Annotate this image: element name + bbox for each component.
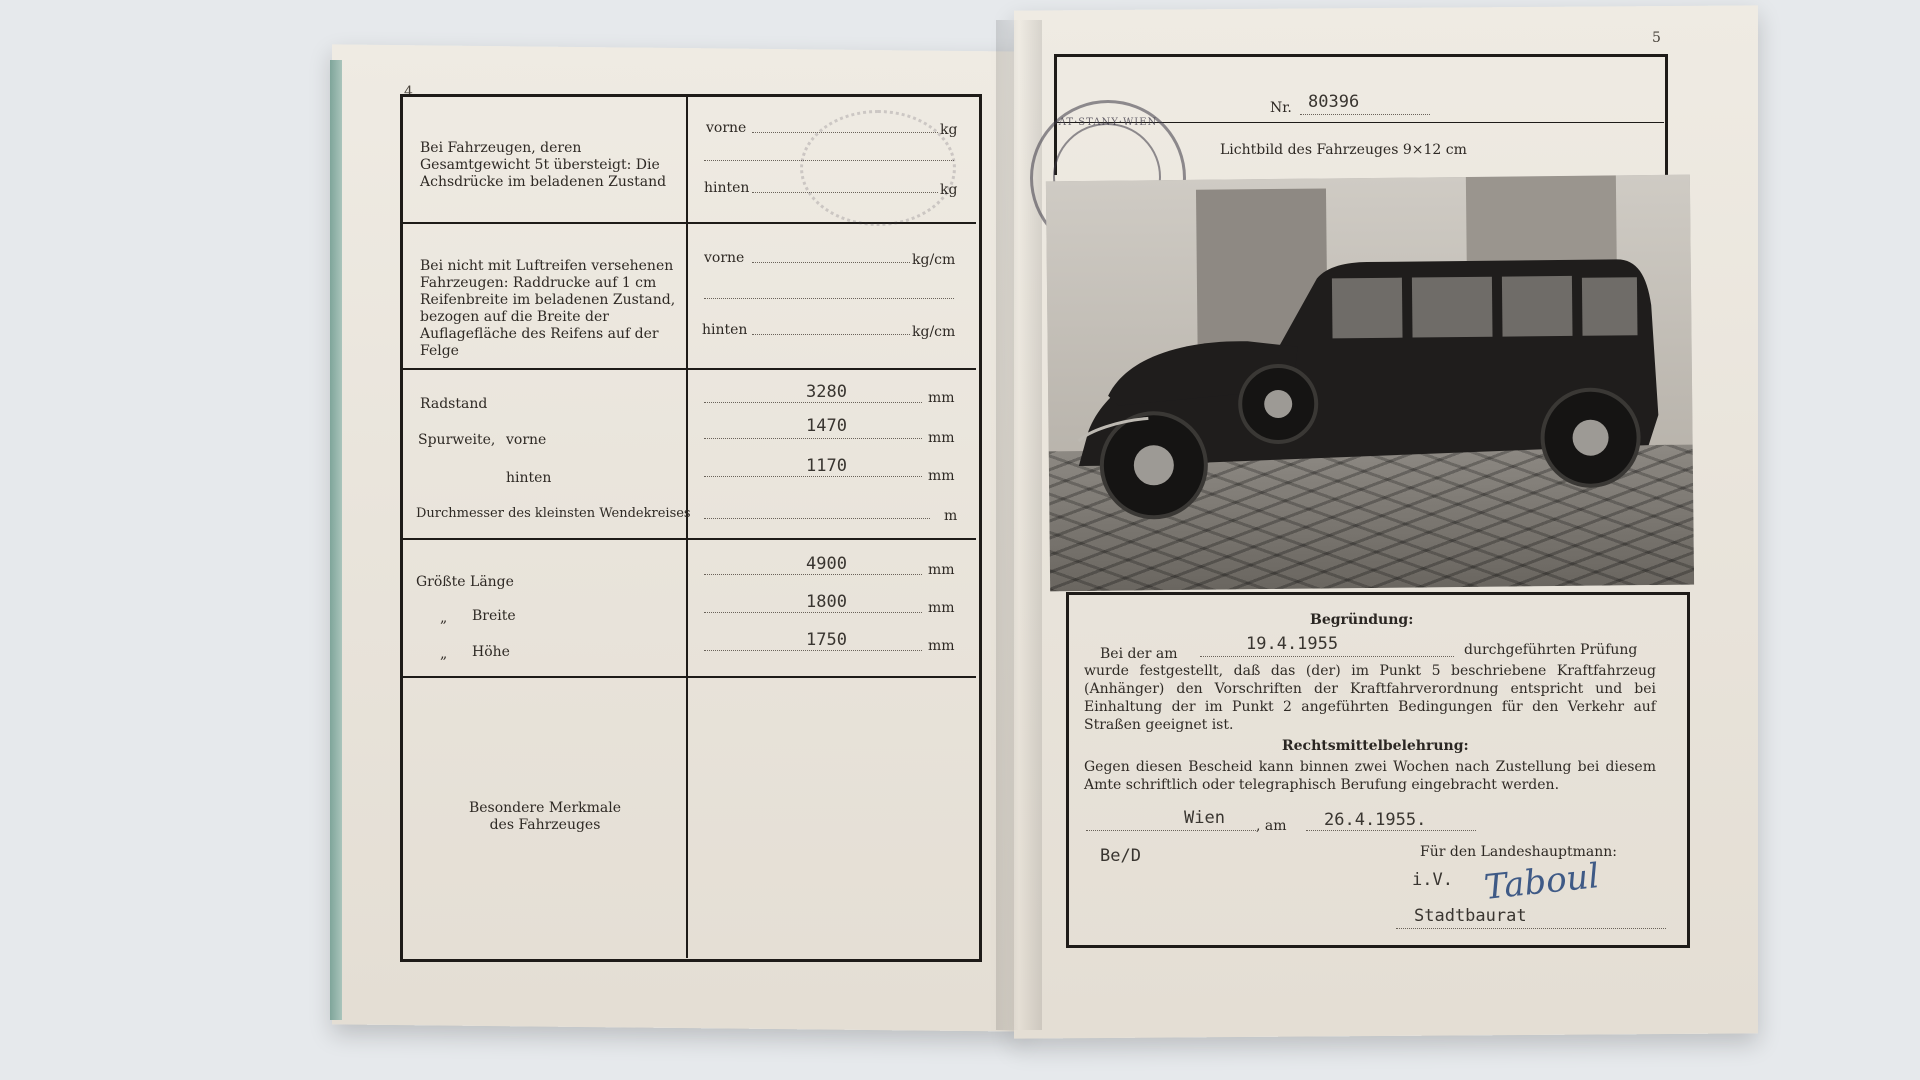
wheel-pressure-label: Bei nicht mit Luftreifen versehenen Fahrzeugen: Raddrucke auf 1 cm Reifenbreite im beladenen Zustand, bezogen auf die Breite der Auflagefläche des Reifens auf der Felge (420, 258, 676, 359)
booklet-edge (330, 60, 342, 1020)
width-label: Breite (472, 608, 516, 624)
signature: Taboul (1482, 856, 1602, 908)
appeal-body: Gegen diesen Bescheid kann binnen zwei Wochen nach Zustellung bei diesem Amte schriftlich oder telegraphisch Berufung eingebracht werden. (1084, 759, 1656, 793)
track-rear-unit: mm (928, 468, 955, 484)
length-value: 4900 (806, 554, 847, 574)
reference-code: Be/D (1100, 846, 1141, 866)
issue-date: 26.4.1955. (1324, 810, 1427, 830)
track-front-unit: mm (928, 430, 955, 446)
wheel-rear-unit: kg/cm (912, 324, 956, 340)
reason-body: wurde festgestellt, daß das (der) im Punkt 5 beschriebene Kraftfahrzeug (Anhänger) den Vorschriften der Kraftfahrverordnung entspricht und bei Einhaltung der im Punkt 2 angeführten Bedingungen für den Verkehr auf Straßen geeignet ist. (1084, 663, 1656, 733)
wheel-rear-label: hinten (702, 322, 748, 338)
page-number-right: 5 (1652, 30, 1661, 46)
axle-front-label: vorne (706, 120, 747, 136)
width-value: 1800 (806, 592, 847, 612)
appeal-title: Rechtsmittelbelehrung: (1282, 738, 1469, 754)
height-quote: „ (440, 646, 448, 662)
width-quote: „ (440, 610, 448, 626)
track-label: Spurweite, (418, 432, 496, 448)
stamp-text: AT·STANY·WIEN (1058, 117, 1158, 128)
am-label: , am (1256, 818, 1287, 834)
wheelbase-unit: mm (928, 390, 955, 406)
track-front-label: vorne (506, 432, 547, 448)
axle-pressure-label: Bei Fahrzeugen, deren Gesamtgewicht 5t übersteigt: Die Achsdrücke im beladenen Zustand (420, 140, 667, 190)
special-features-label: Besondere Merkmale des Fahrzeuges (468, 800, 622, 833)
vehicle-illustration (1046, 175, 1694, 592)
width-unit: mm (928, 600, 955, 616)
axle-front-unit: kg (940, 122, 958, 138)
height-unit: mm (928, 638, 955, 654)
nr-value: 80396 (1308, 92, 1360, 112)
turning-circle-label: Durchmesser des kleinsten Wendekreises (416, 506, 691, 521)
place: Wien (1184, 808, 1225, 828)
official-title: Stadtbaurat (1414, 906, 1527, 926)
page-number-left: 4 (404, 84, 413, 100)
wheelbase-label: Radstand (420, 396, 488, 412)
turning-circle-unit: m (944, 508, 958, 524)
reason-title: Begründung: (1310, 612, 1414, 628)
length-unit: mm (928, 562, 955, 578)
wheel-front-unit: kg/cm (912, 252, 956, 268)
height-label: Höhe (472, 644, 510, 660)
nr-label: Nr. (1270, 100, 1292, 116)
column-divider (686, 96, 688, 958)
faded-stamp-left (800, 110, 956, 226)
track-front-value: 1470 (806, 416, 847, 436)
reason-suffix: durchgeführten Prüfung (1464, 642, 1638, 658)
vehicle-photo (1046, 175, 1694, 592)
wheel-front-label: vorne (704, 250, 745, 266)
reason-date: 19.4.1955 (1246, 634, 1339, 654)
wheelbase-value: 3280 (806, 382, 847, 402)
authority-label: Für den Landeshauptmann: (1420, 844, 1618, 860)
photo-caption: Lichtbild des Fahrzeuges 9×12 cm (1220, 142, 1467, 158)
reason-prefix: Bei der am (1100, 646, 1178, 662)
track-rear-value: 1170 (806, 456, 847, 476)
height-value: 1750 (806, 630, 847, 650)
length-label: Größte Länge (416, 574, 514, 590)
iv-label: i.V. (1412, 870, 1453, 890)
axle-rear-unit: kg (940, 182, 958, 198)
track-rear-label: hinten (506, 470, 552, 486)
axle-rear-label: hinten (704, 180, 750, 196)
